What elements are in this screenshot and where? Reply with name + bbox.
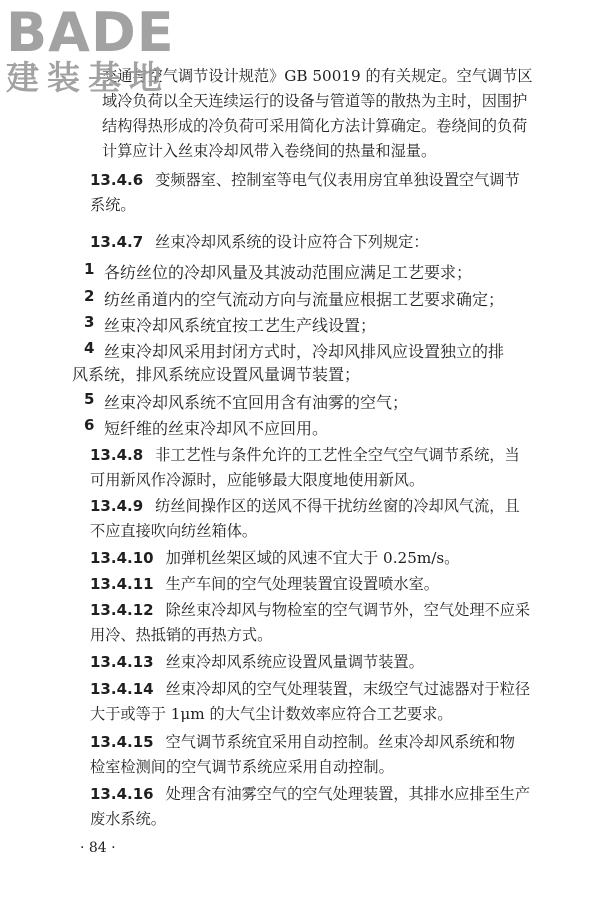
clause-text: 变频器室、控制室等电气仪表用房宜单独设置空气调节	[155, 171, 520, 189]
item-text: 风系统，排风系统应设置风量调节装置；	[72, 365, 361, 384]
clause-number: 13.4.10	[90, 549, 154, 567]
text-line: 域冷负荷以全天连续运行的设备与管道等的散热为主时，因围护	[102, 92, 528, 110]
item-number: 5	[84, 390, 95, 408]
list-item-6	[84, 416, 578, 439]
text-line: 交通与空气调节设计规范》GB 50019 的有关规定。空气调节区	[102, 67, 533, 85]
clause-13-4-13	[90, 650, 578, 675]
clause-text: 除丝束冷却风与物检室的空气调节外，空气处理不应采	[165, 601, 531, 619]
clause-number: 13.4.12	[90, 601, 154, 619]
clause-text: 大于或等于 1μm 的大气尘计数效率应符合工艺要求。	[90, 705, 453, 723]
clause-text: 处理含有油雾空气的空气处理装置，其排水应排至生产	[165, 785, 531, 803]
item-text: 各纺丝位的冷却风量及其波动范围应满足工艺要求；	[104, 263, 473, 282]
clause-text: 可用新风作冷源时，应能够最大限度地使用新风。	[90, 471, 425, 489]
list-item-5	[84, 390, 578, 413]
item-text: 短纤维的丝束冷却风不应回用。	[104, 419, 329, 438]
item-text: 丝束冷却风系统不宜回用含有油雾的空气；	[104, 393, 409, 412]
clause-text: 非工艺性与条件允许的工艺性全空气空气调节系统，当	[155, 446, 520, 464]
clause-13-4-15	[90, 730, 578, 780]
clause-text: 废水系统。	[90, 810, 166, 828]
logo-word	[6, 1, 186, 64]
clause-text: 系统。	[90, 196, 136, 214]
text-line: 结构得热形成的冷负荷可采用简化方法计算确定。卷绕间的负荷	[102, 117, 528, 135]
clause-text: 生产车间的空气处理装置宜设置喷水室。	[165, 575, 439, 593]
bade-logo	[6, 1, 186, 98]
text-line: 计算应计入丝束冷却风带入卷绕间的热量和湿量。	[102, 142, 437, 160]
clause-text: 检室检测间的空气调节系统应采用自动控制。	[90, 758, 394, 776]
clause-13-4-11	[90, 572, 578, 597]
clause-text: 丝束冷却风系统的设计应符合下列规定：	[155, 233, 429, 251]
item-text: 纺丝甬道内的空气流动方向与流量应根据工艺要求确定；	[104, 290, 505, 309]
clause-number: 13.4.13	[90, 653, 154, 671]
clause-text: 加弹机丝架区域的风速不宜大于 0.25m/s。	[165, 549, 460, 567]
clause-13-4-8	[90, 443, 578, 493]
clause-13-4-10	[90, 546, 578, 571]
item-text: 丝束冷却风采用封闭方式时，冷却风排风应设置独立的排	[104, 342, 505, 361]
item-text: 丝束冷却风系统宜按工艺生产线设置；	[104, 316, 377, 335]
clause-13-4-7	[90, 230, 578, 255]
clause-number: 13.4.16	[90, 785, 154, 803]
clause-text: 用冷、热抵销的再热方式。	[90, 626, 273, 644]
clause-13-4-6	[90, 168, 578, 218]
list-item-4	[72, 339, 578, 385]
clause-13-4-12	[90, 598, 578, 648]
logo-subtitle: 建装基地	[6, 58, 170, 97]
clause-number: 13.4.9	[90, 497, 144, 515]
clause-number: 13.4.15	[90, 733, 154, 751]
page-number: · 84 ·	[80, 840, 116, 856]
list-item-1	[84, 260, 578, 283]
clause-text: 丝束冷却风系统应设置风量调节装置。	[165, 653, 424, 671]
clause-13-4-16	[90, 782, 578, 832]
clause-text: 丝束冷却风的空气处理装置，末级空气过滤器对于粒径	[165, 680, 531, 698]
list-item-2	[84, 287, 578, 310]
item-number: 2	[84, 287, 95, 305]
item-number: 6	[84, 416, 95, 434]
item-number: 1	[84, 260, 95, 278]
clause-number: 13.4.11	[90, 575, 154, 593]
clause-13-4-9	[90, 494, 578, 544]
clause-number: 13.4.14	[90, 680, 154, 698]
clause-number: 13.4.8	[90, 446, 144, 464]
clause-text: 纺丝间操作区的送风不得干扰纺丝窗的冷却风气流，且	[155, 497, 520, 515]
item-number: 3	[84, 313, 95, 331]
logo-word-text: BADE	[6, 1, 175, 64]
clause-number: 13.4.6	[90, 171, 144, 189]
clause-text: 空气调节系统宜采用自动控制。丝束冷却风系统和物	[165, 733, 515, 751]
clause-text: 不应直接吹向纺丝箱体。	[90, 522, 258, 540]
clause-13-4-14	[90, 677, 578, 727]
clause-number: 13.4.7	[90, 233, 144, 251]
item-number: 4	[84, 339, 95, 357]
list-item-3	[84, 313, 578, 336]
